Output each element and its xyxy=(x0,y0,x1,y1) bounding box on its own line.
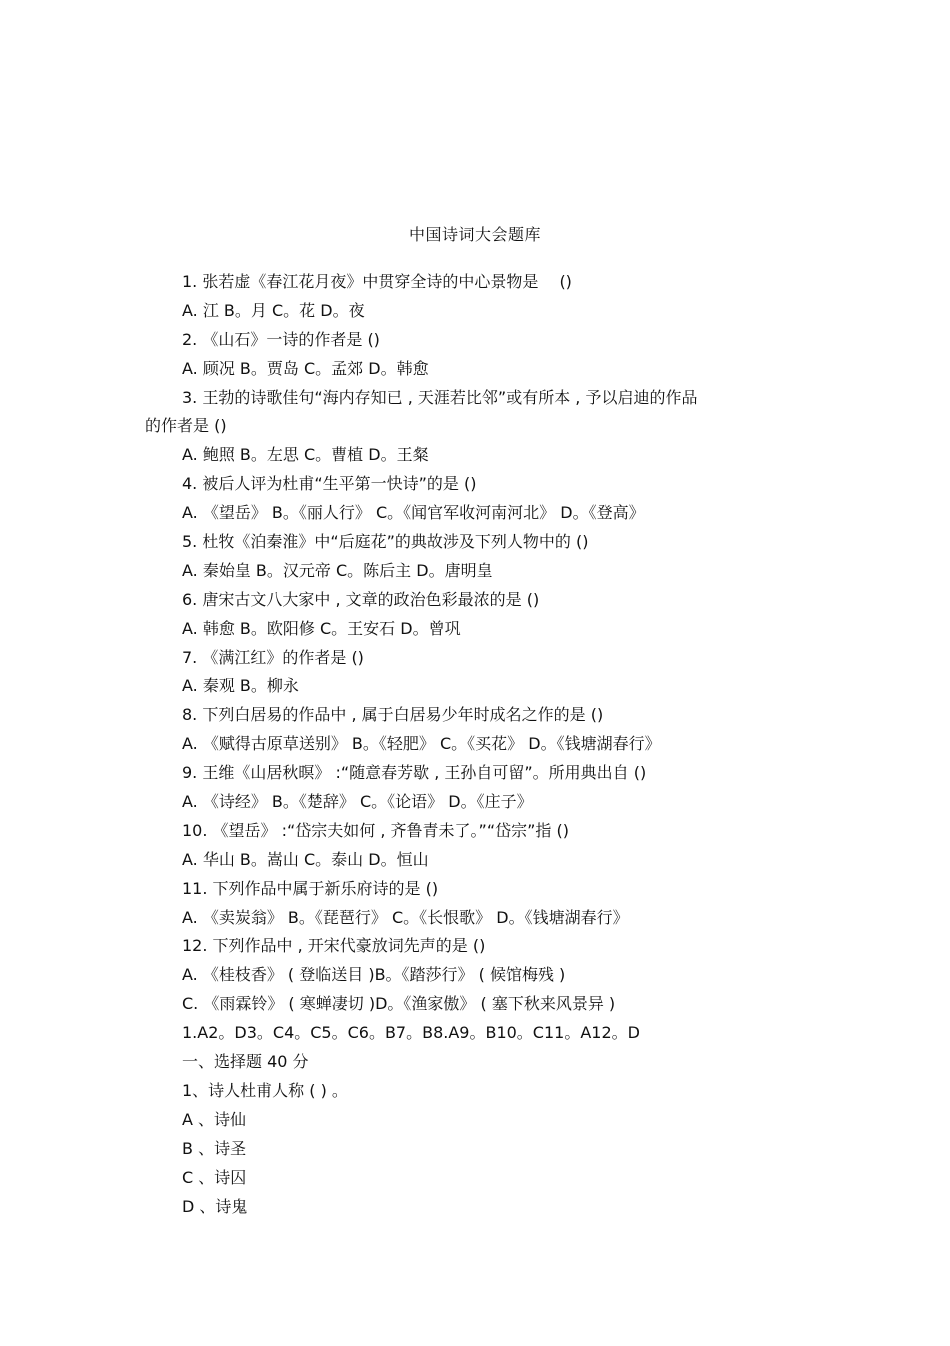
document-line: A. 秦观 B。柳永 xyxy=(182,676,299,696)
document-line: 11. 下列作品中属于新乐府诗的是 () xyxy=(182,878,439,898)
document-line: 1. 张若虚《春江花月夜》中贯穿全诗的中心景物是 () xyxy=(182,272,572,291)
document-line: 12. 下列作品中 , 开宋代豪放词先声的是 () xyxy=(182,936,486,956)
document-line: A. 《卖炭翁》 B。《琵琶行》 C。《长恨歌》 D。《钱塘湖春行》 xyxy=(182,907,629,927)
document-line: 4. 被后人评为杜甫“生平第一快诗”的是 () xyxy=(182,474,477,494)
document-body xyxy=(145,268,805,1221)
document-line: 10. 《望岳》 :“岱宗夫如何 , 齐鲁青未了。”“岱宗”指 () xyxy=(182,820,569,840)
document-title: 中国诗词大会题库 xyxy=(408,225,541,244)
document-line: D 、诗鬼 xyxy=(182,1196,248,1216)
document-line: 8. 下列白居易的作品中 , 属于白居易少年时成名之作的是 () xyxy=(182,705,604,725)
document-line: 9. 王维《山居秋暝》 :“随意春芳歇 , 王孙自可留”。所用典出自 () xyxy=(182,763,647,783)
document-line: 2. 《山石》一诗的作者是 () xyxy=(182,329,380,349)
document-line: A. 江 B。月 C。花 D。夜 xyxy=(182,300,365,320)
document-line: C. 《雨霖铃》 ( 寒蝉凄切 )D。《渔家傲》 ( 塞下秋来风景异 ) xyxy=(182,994,616,1014)
document-line: 5. 杜牧《泊秦淮》中“后庭花”的典故涉及下列人物中的 () xyxy=(182,532,589,552)
document-line: 一、选择题 40 分 xyxy=(182,1052,309,1072)
document-line: A. 华山 B。嵩山 C。泰山 D。恒山 xyxy=(182,849,429,869)
document-line: 6. 唐宋古文八大家中 , 文章的政治色彩最浓的是 () xyxy=(182,589,540,609)
document-line: A 、诗仙 xyxy=(182,1109,247,1129)
document-line: C 、诗囚 xyxy=(182,1167,247,1187)
document-line: B 、诗圣 xyxy=(182,1138,247,1158)
document-line: A. 《望岳》 B。《丽人行》 C。《闻官军收河南河北》 D。《登高》 xyxy=(182,503,645,523)
document-line: A. 秦始皇 B。汉元帝 C。陈后主 D。唐明皇 xyxy=(182,560,493,580)
document-line: A. 《赋得古原草送别》 B。《轻肥》 C。《买花》 D。《钱塘湖春行》 xyxy=(182,734,661,754)
document-line: A. 《桂枝香》 ( 登临送目 )B。《踏莎行》 ( 候馆梅残 ) xyxy=(182,965,566,985)
document-line: A. 鲍照 B。左思 C。曹植 D。王粲 xyxy=(182,445,429,465)
document-line: 的作者是 () xyxy=(145,416,227,436)
document-line: A. 韩愈 B。欧阳修 C。王安石 D。曾巩 xyxy=(182,618,461,638)
document-line: A. 《诗经》 B。《楚辞》 C。《论语》 D。《庄子》 xyxy=(182,792,533,812)
document-line: 7. 《满江红》的作者是 () xyxy=(182,647,364,667)
document-line: 3. 王勃的诗歌佳句“海内存知已 , 天涯若比邻”或有所本 , 予以启迪的作品 xyxy=(182,387,698,407)
document-line: 1.A2。D3。C4。C5。C6。B7。B8.A9。B10。C11。A12。D xyxy=(182,1023,640,1043)
document-line: 1、诗人杜甫人称 ( ) 。 xyxy=(182,1080,348,1100)
document-line: A. 顾况 B。贾岛 C。孟郊 D。韩愈 xyxy=(182,358,429,378)
